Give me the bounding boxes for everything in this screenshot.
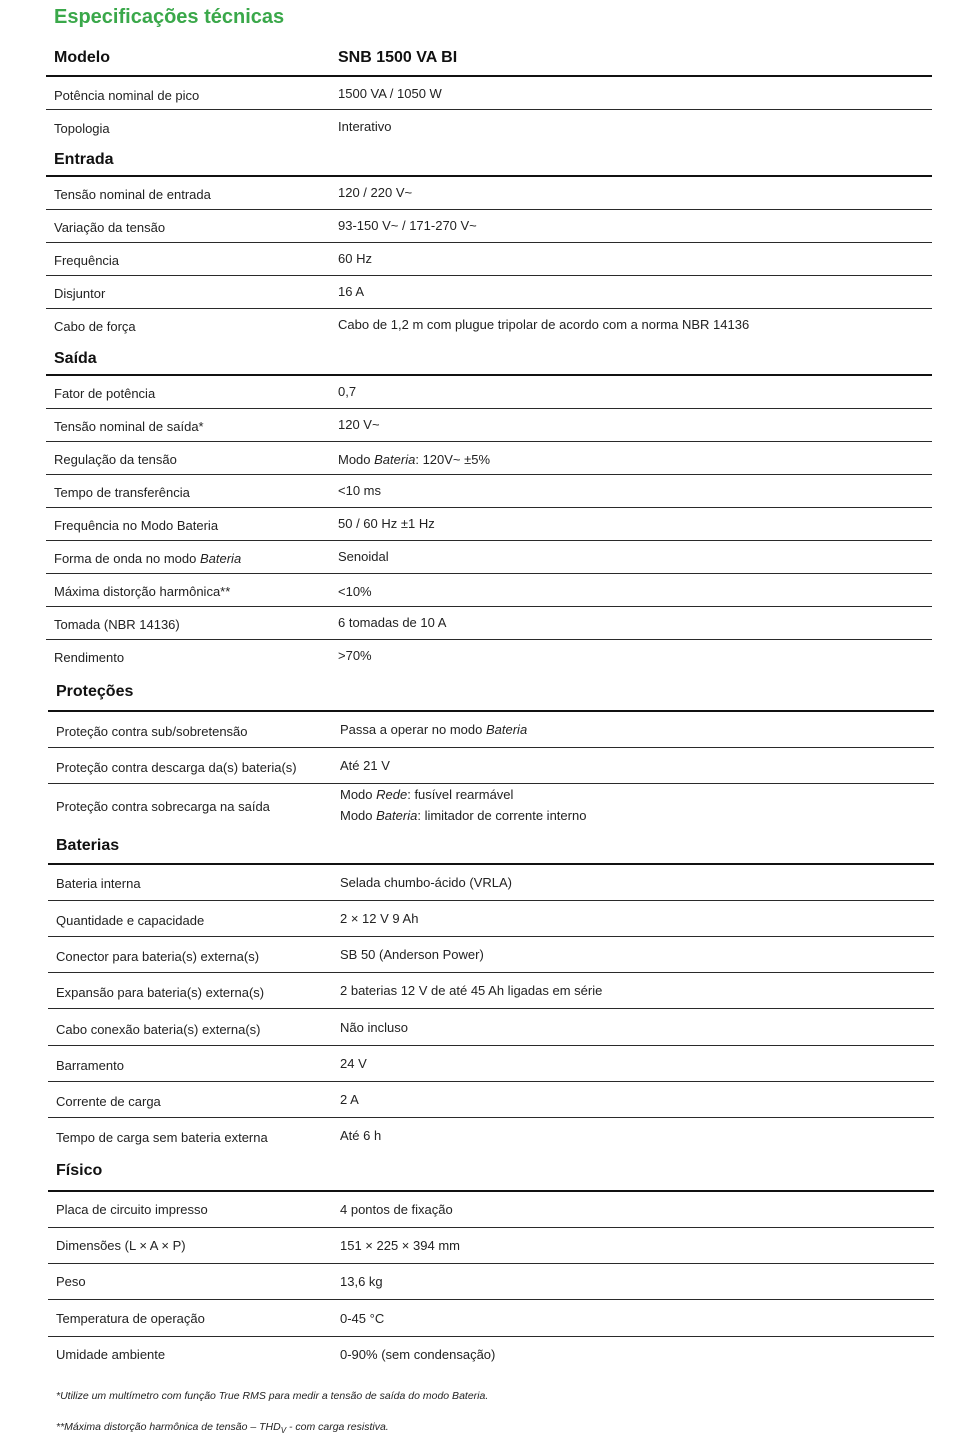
row-divider (48, 1299, 934, 1300)
spec-value: Selada chumbo-ácido (VRLA) (340, 875, 512, 890)
spec-label: Fator de potência (54, 386, 156, 401)
spec-value: 13,6 kg (340, 1274, 383, 1289)
spec-label: Corrente de carga (56, 1094, 161, 1109)
spec-label: Bateria interna (56, 876, 141, 891)
divider (48, 710, 934, 712)
row-divider (48, 747, 934, 748)
row-divider (46, 408, 932, 409)
row-divider (48, 1081, 934, 1082)
divider (48, 863, 934, 865)
row-divider (48, 972, 934, 973)
section-title-protecoes: Proteções (56, 683, 134, 700)
spec-label: Topologia (54, 121, 110, 136)
spec-value: >70% (338, 648, 372, 663)
row-divider (48, 1263, 934, 1264)
row-divider (48, 1117, 934, 1118)
spec-label: Tempo de transferência (54, 485, 190, 500)
divider (46, 374, 932, 376)
row-divider (48, 1227, 934, 1228)
section-title-fisico: Físico (56, 1162, 103, 1179)
spec-value: <10 ms (338, 483, 381, 498)
spec-value: SB 50 (Anderson Power) (340, 947, 484, 962)
spec-value: 120 / 220 V~ (338, 185, 413, 200)
spec-value: Interativo (338, 119, 392, 134)
spec-label: Tempo de carga sem bateria externa (56, 1130, 268, 1145)
spec-value: 0,7 (338, 384, 357, 399)
spec-label: Máxima distorção harmônica** (54, 584, 231, 599)
spec-label: Tensão nominal de entrada (54, 187, 211, 202)
spec-value: 2 A (340, 1092, 359, 1107)
section-title-saida: Saída (54, 350, 97, 367)
spec-value: <10% (338, 584, 372, 599)
row-divider (48, 936, 934, 937)
footnote-thd: **Máxima distorção harmônica de tensão – $THD_V$ - com carga resistiva. (56, 1421, 389, 1436)
divider (46, 75, 932, 77)
spec-label: Expansão para bateria(s) externa(s) (56, 985, 265, 1000)
spec-value: 16 A (338, 284, 365, 299)
row-divider (48, 783, 934, 784)
spec-value: Senoidal (338, 549, 389, 564)
model-value: SNB 1500 VA BI (338, 49, 458, 66)
spec-value: 2 baterias 12 V de até 45 Ah ligadas em série (340, 983, 603, 998)
spec-value: Até 6 h (340, 1128, 382, 1143)
row-divider (46, 606, 932, 607)
spec-value: Passa a operar no modo Bateria (340, 722, 528, 737)
row-divider (46, 109, 932, 110)
spec-label: Barramento (56, 1058, 124, 1073)
row-divider (48, 1045, 934, 1046)
spec-label: Proteção contra descarga da(s) bateria(s) (56, 760, 297, 775)
page-title: Especificações técnicas (54, 6, 285, 28)
spec-value: 93-150 V~ / 171-270 V~ (338, 218, 477, 233)
row-divider (46, 507, 932, 508)
spec-value: 0-45 °C (340, 1311, 385, 1326)
spec-value: 50 / 60 Hz ±1 Hz (338, 516, 435, 531)
footnote-true-rms: *Utilize um multímetro com função True RMS para medir a tensão de saída do modo Bateria. (56, 1390, 489, 1402)
section-title-baterias: Baterias (56, 837, 120, 854)
spec-label: Proteção contra sobrecarga na saída (56, 799, 270, 814)
spec-value: 6 tomadas de 10 A (338, 615, 447, 630)
divider (46, 175, 932, 177)
spec-label: Dimensões (L × A × P) (56, 1238, 186, 1253)
spec-label: Variação da tensão (54, 220, 166, 235)
spec-label: Cabo de força (54, 319, 136, 334)
spec-label: Umidade ambiente (56, 1347, 166, 1362)
spec-label: Tomada (NBR 14136) (54, 617, 180, 632)
divider (48, 1190, 934, 1192)
spec-label: Peso (56, 1274, 86, 1289)
spec-label: Frequência (54, 253, 120, 268)
spec-value: Não incluso (340, 1020, 408, 1035)
spec-label: Placa de circuito impresso (56, 1202, 208, 1217)
spec-value: Modo Bateria: 120V~ ±5% (338, 452, 491, 467)
spec-value: 1500 VA / 1050 W (338, 86, 442, 101)
row-divider (46, 474, 932, 475)
spec-label: Frequência no Modo Bateria (54, 518, 219, 533)
spec-label: Disjuntor (54, 286, 106, 301)
row-divider (46, 242, 932, 243)
spec-label: Quantidade e capacidade (56, 913, 205, 928)
spec-label: Cabo conexão bateria(s) externa(s) (56, 1022, 261, 1037)
row-divider (46, 573, 932, 574)
row-divider (48, 900, 934, 901)
spec-value: 0-90% (sem condensação) (340, 1347, 496, 1362)
spec-label: Regulação da tensão (54, 452, 177, 467)
spec-label: Rendimento (54, 650, 125, 665)
spec-value: Modo Rede: fusível rearmável (340, 787, 514, 802)
spec-value: 2 × 12 V 9 Ah (340, 911, 419, 926)
row-divider (46, 209, 932, 210)
section-title-entrada: Entrada (54, 151, 114, 168)
row-divider (46, 639, 932, 640)
spec-label: Proteção contra sub/sobretensão (56, 724, 248, 739)
spec-value: Até 21 V (340, 758, 390, 773)
row-divider (46, 275, 932, 276)
spec-value: 60 Hz (338, 251, 372, 266)
model-label: Modelo (54, 49, 110, 66)
row-divider (46, 540, 932, 541)
spec-label: Tensão nominal de saída* (54, 419, 204, 434)
row-divider (48, 1336, 934, 1337)
spec-value: 24 V (340, 1056, 367, 1071)
spec-label: Conector para bateria(s) externa(s) (56, 949, 260, 964)
spec-value: 4 pontos de fixação (340, 1202, 453, 1217)
spec-value: Modo Bateria: limitador de corrente interno (340, 808, 587, 823)
spec-label: Temperatura de operação (56, 1311, 205, 1326)
spec-value: 151 × 225 × 394 mm (340, 1238, 460, 1253)
spec-label: Forma de onda no modo Bateria (54, 551, 242, 566)
row-divider (48, 1008, 934, 1009)
row-divider (46, 308, 932, 309)
row-divider (46, 441, 932, 442)
spec-value: 120 V~ (338, 417, 380, 432)
spec-value: Cabo de 1,2 m com plugue tripolar de acordo com a norma NBR 14136 (338, 317, 750, 332)
spec-label: Potência nominal de pico (54, 88, 200, 103)
